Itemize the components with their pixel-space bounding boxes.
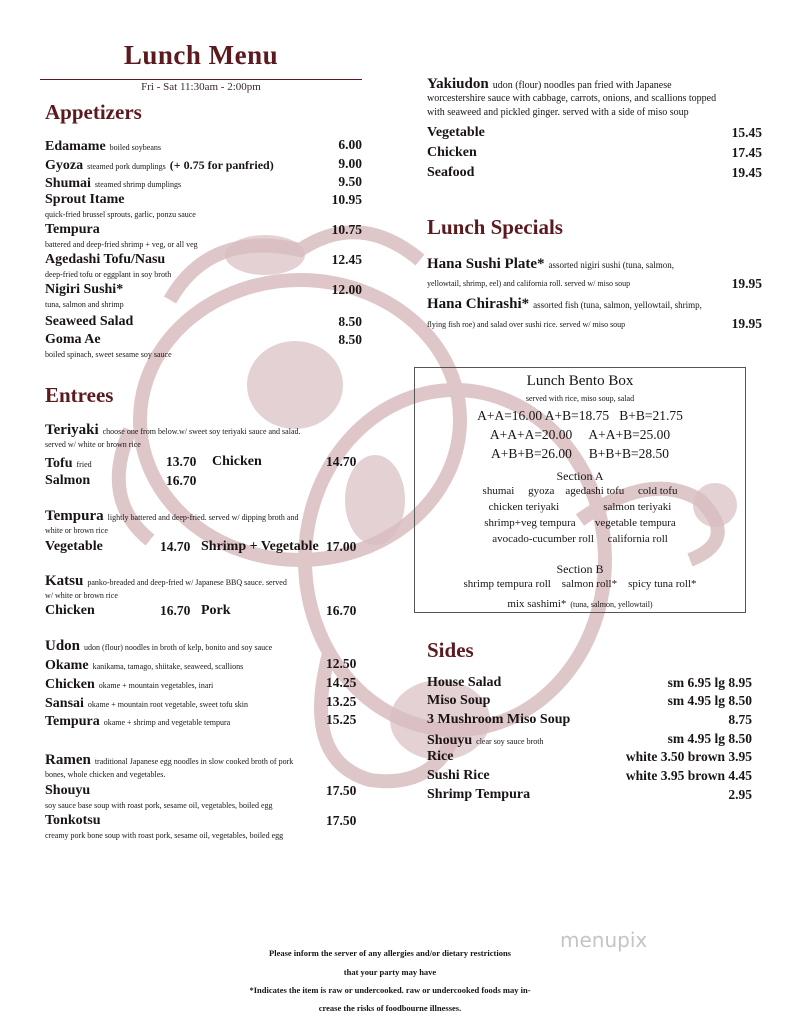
katsu-chicken-price: 16.70 bbox=[160, 603, 191, 618]
appetizer-name: Tempura bbox=[45, 222, 100, 237]
appetizer-price: 12.45 bbox=[331, 252, 362, 267]
udon-price: 13.25 bbox=[326, 694, 357, 709]
udon-price: 15.25 bbox=[326, 712, 357, 727]
special-price: 19.95 bbox=[731, 276, 762, 291]
sides-heading: Sides bbox=[427, 638, 474, 662]
footer-note: Please inform the server of any allergies and/or dietary restrictions bbox=[269, 948, 511, 958]
appetizer-desc: deep-fried tofu or eggplant in soy broth bbox=[45, 270, 172, 279]
menu-hours: Fri - Sat 11:30am - 2:00pm bbox=[141, 81, 261, 93]
ramen-name: Shouyu bbox=[45, 783, 91, 798]
yakiudon-item: Vegetable bbox=[427, 125, 485, 140]
yakiudon-price: 19.45 bbox=[731, 165, 762, 180]
appetizer-price: 8.50 bbox=[338, 314, 362, 329]
appetizer-price: 9.00 bbox=[338, 156, 362, 171]
tempura-vegetable-price: 14.70 bbox=[160, 539, 191, 554]
bento-box bbox=[414, 367, 746, 613]
special-price: 19.95 bbox=[731, 316, 762, 331]
section-a-items: shrimp+veg tempura vegetable tempura bbox=[484, 517, 676, 529]
footer-note: *Indicates the item is raw or undercooked. raw or undercooked foods may in- bbox=[249, 985, 531, 995]
side-price: sm 4.95 lg 8.50 bbox=[667, 731, 752, 746]
menupix-watermark: menupix bbox=[560, 928, 648, 952]
ramen-price: 17.50 bbox=[326, 783, 357, 798]
katsu-pork-price: 16.70 bbox=[326, 603, 357, 618]
side-price: sm 4.95 lg 8.50 bbox=[667, 693, 752, 708]
appetizer-item: Shumai steamed shrimp dumplings bbox=[45, 176, 182, 191]
teriyaki-chicken: Chicken bbox=[212, 454, 262, 469]
appetizer-price: 12.00 bbox=[331, 282, 362, 297]
appetizer-desc: tuna, salmon and shrimp bbox=[45, 300, 124, 309]
appetizer-name: Sprout Itame bbox=[45, 192, 125, 207]
side-item: 3 Mushroom Miso Soup bbox=[427, 712, 571, 727]
side-item: Miso Soup bbox=[427, 693, 491, 708]
teriyaki-tofu: Tofu fried bbox=[45, 456, 92, 471]
ramen-header: Ramen traditional Japanese egg noodles in slow cooked broth of pork bbox=[45, 752, 294, 768]
special-item: Hana Sushi Plate* assorted nigiri sushi (tuna, salmon, bbox=[427, 256, 675, 272]
side-price: white 3.50 brown 3.95 bbox=[625, 749, 752, 764]
teriyaki-desc: served w/ white or brown rice bbox=[45, 440, 141, 449]
title-divider bbox=[40, 79, 362, 80]
side-item: Shrimp Tempura bbox=[427, 787, 531, 802]
yakiudon-item: Seafood bbox=[427, 165, 475, 180]
tempura-desc: white or brown rice bbox=[45, 526, 108, 535]
bento-combo: A+B+B=26.00 B+B+B=28.50 bbox=[490, 446, 670, 461]
katsu-chicken: Chicken bbox=[45, 603, 95, 618]
udon-item: Chicken okame + mountain vegetables, inari bbox=[45, 677, 214, 692]
teriyaki-chicken-price: 14.70 bbox=[326, 454, 357, 469]
menu-title: Lunch Menu bbox=[123, 40, 279, 70]
teriyaki-salmon-price: 16.70 bbox=[166, 473, 197, 488]
katsu-header: Katsu panko-breaded and deep-fried w/ Japanese BBQ sauce. served bbox=[45, 573, 287, 589]
ramen-price: 17.50 bbox=[326, 813, 357, 828]
katsu-pork: Pork bbox=[201, 603, 231, 618]
appetizer-price: 8.50 bbox=[338, 332, 362, 347]
udon-price: 12.50 bbox=[326, 656, 357, 671]
yakiudon-desc: worcestershire sauce with cabbage, carrots, onions, and scallions topped bbox=[427, 93, 717, 104]
special-desc: yellowtail, shrimp, eel) and california roll. served w/ miso soup bbox=[427, 279, 631, 288]
udon-item: Tempura okame + shrimp and vegetable tempura bbox=[45, 714, 231, 729]
udon-header: Udon udon (flour) noodles in broth of kelp, bonito and soy sauce bbox=[45, 638, 273, 654]
special-desc: flying fish roe) and salad over sushi rice. served w/ miso soup bbox=[427, 320, 626, 329]
appetizer-desc: boiled spinach, sweet sesame soy sauce bbox=[45, 350, 172, 359]
side-item: Shouyu clear soy sauce broth bbox=[427, 733, 544, 748]
appetizer-price: 10.75 bbox=[331, 222, 362, 237]
appetizer-name: Agedashi Tofu/Nasu bbox=[45, 252, 166, 267]
special-item: Hana Chirashi* assorted fish (tuna, salmon, yellowtail, shrimp, bbox=[427, 296, 702, 312]
appetizer-price: 10.95 bbox=[331, 192, 362, 207]
side-price: 8.75 bbox=[728, 712, 752, 727]
appetizers-heading: Appetizers bbox=[45, 100, 142, 124]
side-price: 2.95 bbox=[728, 787, 752, 802]
tempura-shrimp: Shrimp + Vegetable bbox=[201, 539, 319, 554]
bento-combo: A+A=16.00 A+B=18.75 B+B=21.75 bbox=[477, 408, 683, 423]
appetizer-item: Edamame boiled soybeans bbox=[45, 139, 161, 154]
udon-item: Okame kanikama, tamago, shiitake, seaweed, scallions bbox=[45, 658, 244, 673]
section-a-items: chicken teriyaki salmon teriyaki bbox=[488, 501, 672, 513]
bento-subtitle: served with rice, miso soup, salad bbox=[525, 394, 635, 403]
section-a-items: avocado-cucumber roll california roll bbox=[492, 533, 668, 545]
tempura-shrimp-price: 17.00 bbox=[326, 539, 357, 554]
appetizer-price: 6.00 bbox=[338, 137, 362, 152]
side-price: sm 6.95 lg 8.95 bbox=[667, 675, 752, 690]
specials-heading: Lunch Specials bbox=[427, 215, 563, 239]
ramen-desc: bones, whole chicken and vegetables. bbox=[45, 770, 166, 779]
appetizer-price: 9.50 bbox=[338, 174, 362, 189]
tempura-vegetable: Vegetable bbox=[45, 539, 103, 554]
ramen-desc: soy sauce base soup with roast pork, sesame oil, vegetables, boiled egg bbox=[45, 801, 273, 810]
yakiudon-price: 17.45 bbox=[731, 145, 762, 160]
appetizer-item: Gyoza steamed pork dumplings (+ 0.75 for panfried) bbox=[45, 158, 274, 173]
section-b-items: shrimp tempura roll salmon roll* spicy tuna roll* bbox=[463, 578, 697, 590]
section-a-heading: Section A bbox=[556, 469, 604, 483]
side-price: white 3.95 brown 4.45 bbox=[625, 768, 752, 783]
section-b-heading: Section B bbox=[556, 562, 604, 576]
udon-item: Sansai okame + mountain root vegetable, sweet tofu skin bbox=[45, 696, 248, 711]
yakiudon-item: Chicken bbox=[427, 145, 477, 160]
appetizer-name: Goma Ae bbox=[45, 332, 101, 347]
section-b-items: mix sashimi* (tuna, salmon, yellowtail) bbox=[507, 598, 653, 610]
ramen-desc: creamy pork bone soup with roast pork, sesame oil, vegetables, boiled egg bbox=[45, 831, 284, 840]
appetizer-name: Seaweed Salad bbox=[45, 314, 134, 329]
bento-title: Lunch Bento Box bbox=[526, 373, 634, 389]
section-a-items: shumai gyoza agedashi tofu cold tofu bbox=[482, 485, 678, 497]
side-item: Sushi Rice bbox=[427, 768, 490, 783]
footer-note: that your party may have bbox=[343, 967, 437, 977]
yakiudon-header: Yakiudon udon (flour) noodles pan fried with Japanese bbox=[427, 76, 672, 92]
appetizer-desc: quick-fried brussel sprouts, garlic, ponzu sauce bbox=[45, 210, 196, 219]
appetizer-name: Nigiri Sushi* bbox=[45, 282, 124, 297]
side-item: Rice bbox=[427, 749, 454, 764]
teriyaki-salmon: Salmon bbox=[45, 473, 91, 488]
side-item: House Salad bbox=[427, 675, 502, 690]
tempura-header: Tempura lightly battered and deep-fried. served w/ dipping broth and bbox=[45, 508, 299, 524]
footer-note: crease the risks of foodbourne illnesses. bbox=[318, 1003, 462, 1013]
yakiudon-desc: with seaweed and pickled ginger. served with a side of miso soup bbox=[427, 107, 689, 118]
entrees-heading: Entrees bbox=[45, 383, 114, 407]
katsu-desc: w/ white or brown rice bbox=[45, 591, 118, 600]
bento-combo: A+A+A=20.00 A+A+B=25.00 bbox=[489, 427, 671, 442]
teriyaki-header: Teriyaki choose one from below.w/ sweet soy teriyaki sauce and salad. bbox=[45, 422, 301, 438]
appetizer-desc: battered and deep-fried shrimp + veg, or all veg bbox=[45, 240, 198, 249]
ramen-name: Tonkotsu bbox=[45, 813, 101, 828]
teriyaki-tofu-price: 13.70 bbox=[166, 454, 197, 469]
udon-price: 14.25 bbox=[326, 675, 357, 690]
yakiudon-price: 15.45 bbox=[731, 125, 762, 140]
